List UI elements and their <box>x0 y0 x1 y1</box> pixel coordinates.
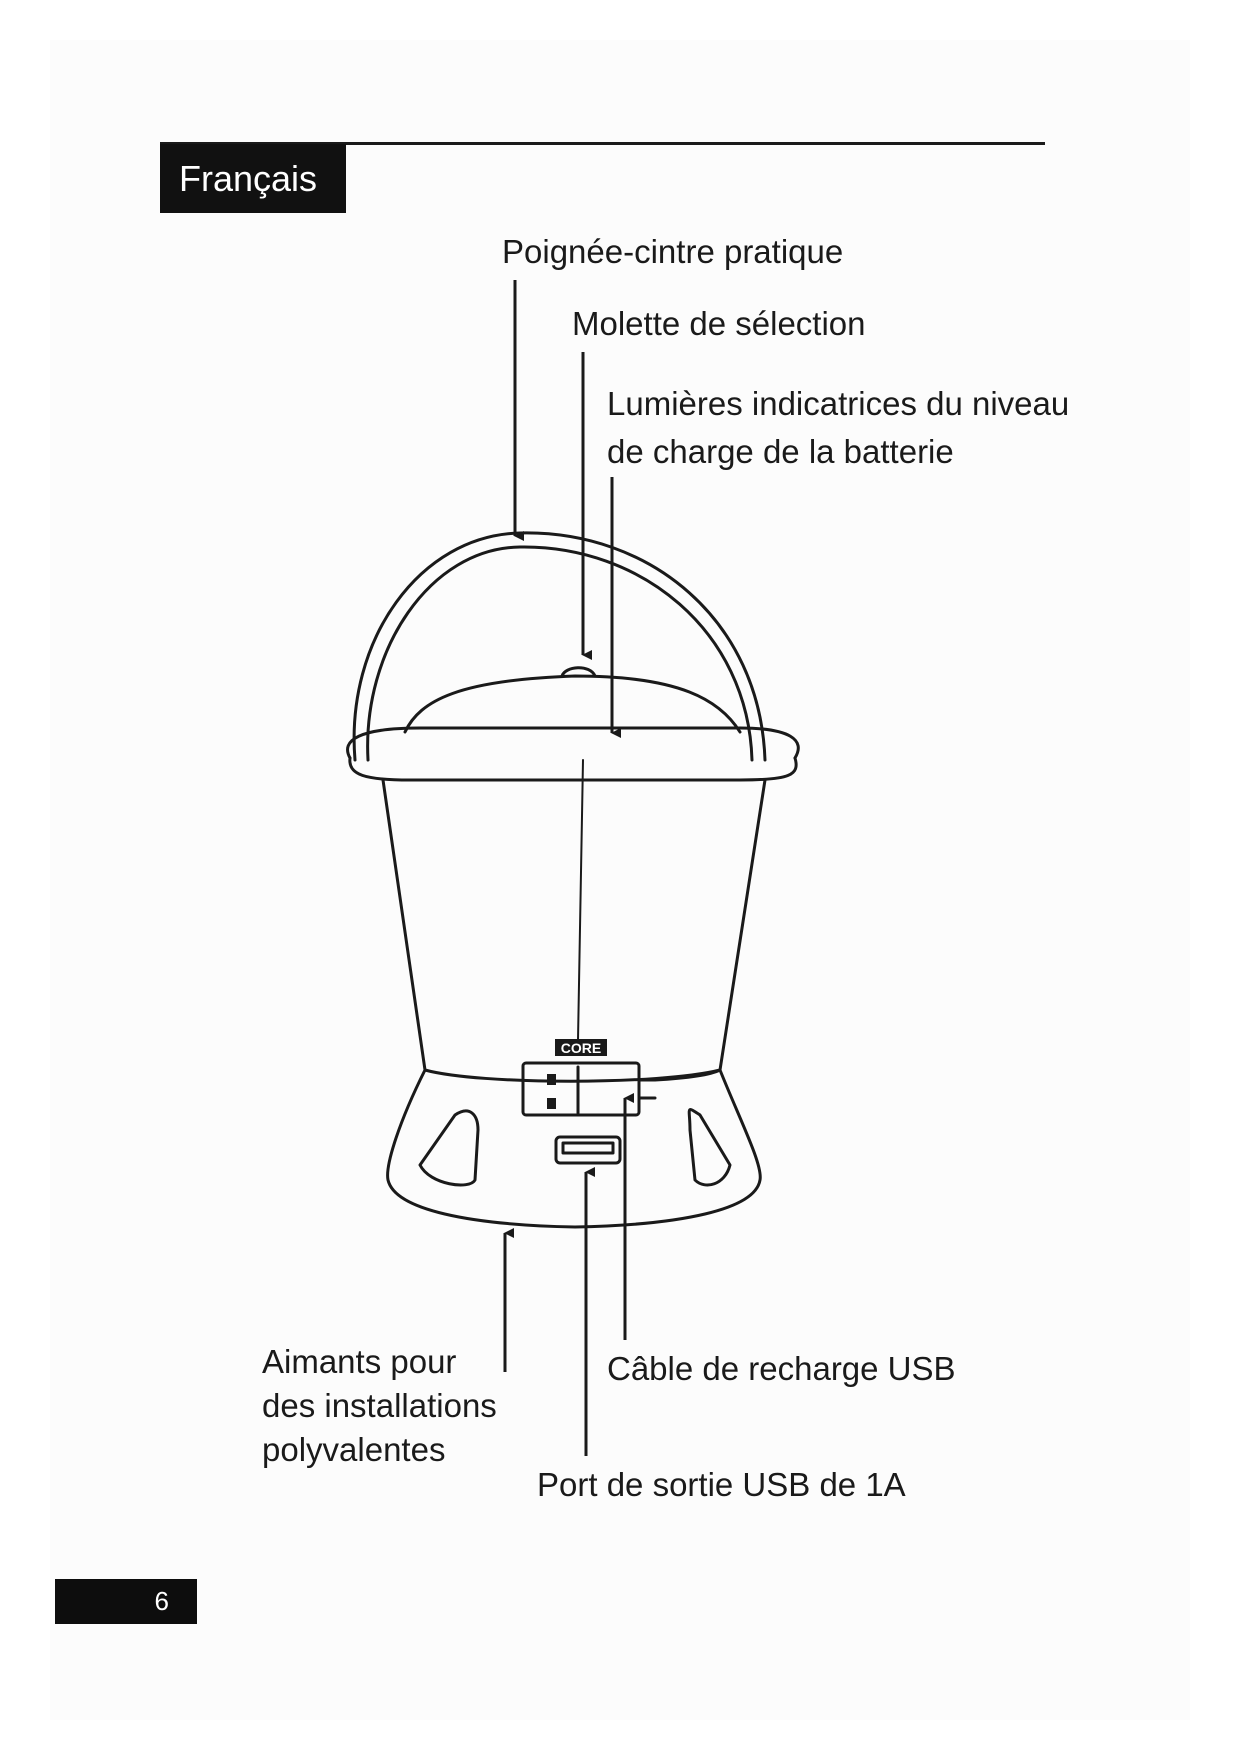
label-selection-dial: Molette de sélection <box>572 305 866 342</box>
rim-bottom <box>350 758 796 780</box>
label-battery-line1: Lumières indicatrices du niveau <box>607 385 1070 422</box>
usb-pin-1 <box>547 1074 556 1085</box>
page-number: 6 <box>55 1579 197 1624</box>
usb-output-port-inner <box>563 1143 613 1153</box>
usb-pin-2 <box>547 1098 556 1109</box>
label-battery-indicators <box>607 380 1069 476</box>
internal-line <box>578 760 583 1040</box>
top-cap <box>405 676 740 732</box>
rim-top <box>348 728 799 758</box>
label-magnets-line2: des installations <box>262 1387 497 1424</box>
usb-connector <box>523 1063 639 1115</box>
usb-cable-wrap <box>639 1070 720 1098</box>
label-magnets-line3: polyvalentes <box>262 1431 446 1468</box>
magnet-window-left <box>420 1111 478 1185</box>
label-usb-port: Port de sortie USB de 1A <box>537 1466 906 1503</box>
label-magnets <box>262 1340 497 1472</box>
brand-label: CORE <box>560 1040 602 1056</box>
handle-outer <box>354 533 765 760</box>
usb-output-port <box>556 1137 620 1163</box>
language-tab: Français <box>160 144 346 213</box>
lantern-body <box>383 780 765 1070</box>
label-usb-cable: Câble de recharge USB <box>607 1350 956 1387</box>
label-handle: Poignée-cintre pratique <box>502 233 844 270</box>
label-magnets-line1: Aimants pour <box>262 1343 457 1380</box>
base-outline <box>388 1070 761 1227</box>
label-battery-line2: de charge de la batterie <box>607 433 954 470</box>
magnet-window-right <box>689 1110 730 1185</box>
